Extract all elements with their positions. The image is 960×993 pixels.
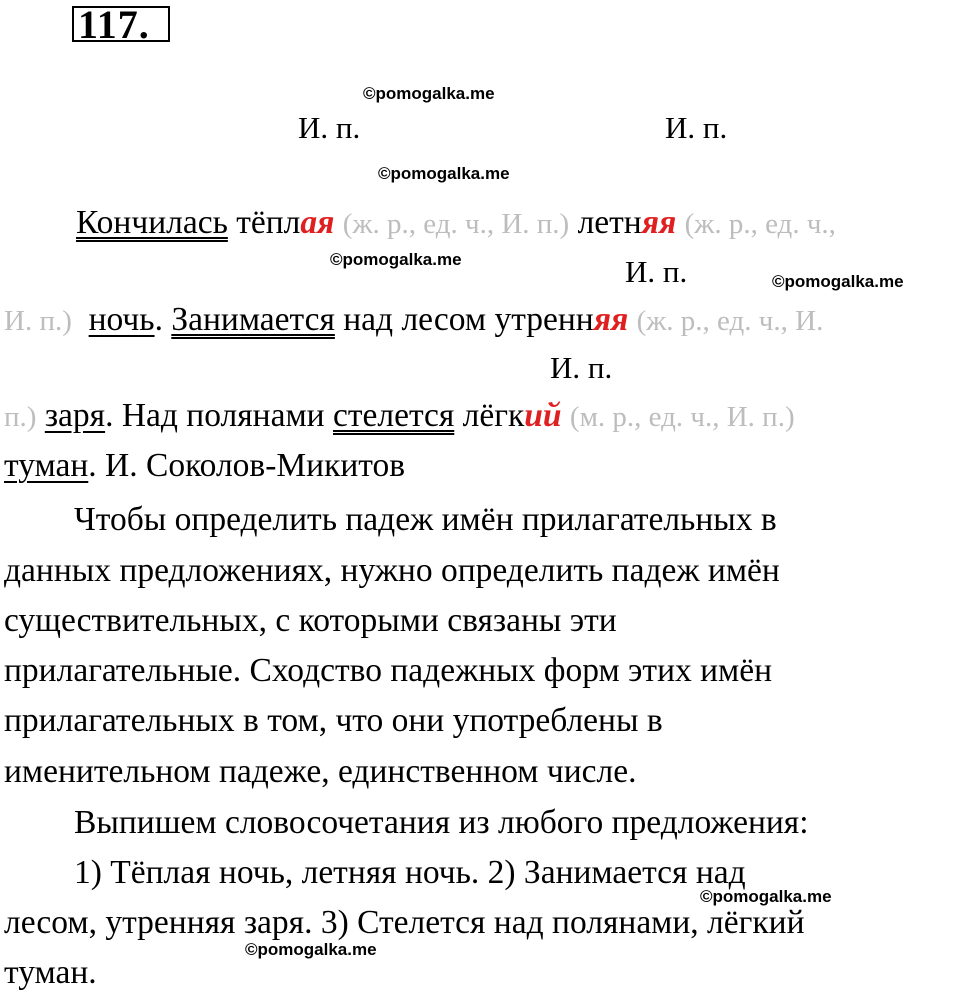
subject: заря	[44, 397, 106, 434]
subject: ночь	[88, 301, 155, 338]
watermark: ©pomogalka.me	[245, 940, 377, 959]
paragraph-line: существительных, с которыми связаны эти	[4, 602, 617, 639]
text-line-1	[76, 203, 836, 244]
adjective-ending: яя	[641, 204, 677, 241]
case-label: И. п.	[665, 110, 728, 145]
watermark: ©pomogalka.me	[772, 272, 904, 291]
punctuation: .	[154, 301, 163, 338]
paragraph-line: прилагательные. Сходство падежных форм этих имён	[4, 652, 773, 689]
watermark: ©pomogalka.me	[330, 250, 462, 269]
text-line-4	[4, 446, 405, 486]
adjective-ending: яя	[593, 301, 629, 338]
case-label: И. п.	[625, 254, 688, 289]
paragraph-line: именительном падеже, единственном числе.	[4, 753, 637, 790]
subject: туман	[4, 447, 89, 484]
paragraph-line: Чтобы определить падеж имён прилагательных в	[74, 501, 777, 538]
watermark: ©pomogalka.me	[378, 164, 510, 183]
text: Над полянами	[121, 397, 325, 434]
paragraph-line: данных предложениях, нужно определить падеж имён	[4, 552, 780, 589]
adjective-ending: ая	[300, 204, 335, 241]
case-label: И. п.	[298, 110, 361, 145]
grammar-note: (ж. р., ед. ч., И. п.)	[342, 208, 570, 240]
watermark: ©pomogalka.me	[700, 887, 832, 906]
text: . И. Соколов-Микитов	[88, 447, 406, 484]
predicate: Занимается	[171, 301, 335, 338]
answer-line: лесом, утренняя заря. 3) Стелется над полянами, лёгкий	[4, 904, 805, 941]
punctuation: .	[105, 397, 114, 434]
grammar-note: (ж. р., ед. ч., И.	[636, 305, 824, 337]
grammar-note: (ж. р., ед. ч.,	[684, 208, 836, 240]
predicate: стелется	[332, 397, 455, 434]
grammar-note: И. п.)	[4, 305, 72, 337]
adjective-stem: летн	[577, 204, 642, 241]
grammar-note: (м. р., ед. ч., И. п.)	[569, 401, 795, 433]
text: над лесом	[343, 301, 487, 338]
adjective-stem: тёпл	[236, 204, 301, 241]
watermark: ©pomogalka.me	[363, 84, 495, 103]
adjective-stem: лёгк	[462, 397, 525, 434]
task-line: Выпишем словосочетания из любого предложения:	[74, 804, 809, 841]
text-line-3	[4, 396, 795, 437]
paragraph-line: прилагательных в том, что они употреблены в	[4, 702, 663, 739]
answer-line: туман.	[4, 954, 97, 991]
answer-line: 1) Тёплая ночь, летняя ночь. 2) Занимается над	[74, 854, 746, 891]
adjective-ending: ий	[524, 397, 562, 434]
exercise-number: 117.	[78, 2, 150, 47]
case-label: И. п.	[550, 350, 613, 385]
text-line-2	[4, 300, 823, 341]
grammar-note: п.)	[4, 401, 37, 433]
adjective-stem: утренн	[494, 301, 594, 338]
predicate: Кончилась	[76, 204, 228, 241]
